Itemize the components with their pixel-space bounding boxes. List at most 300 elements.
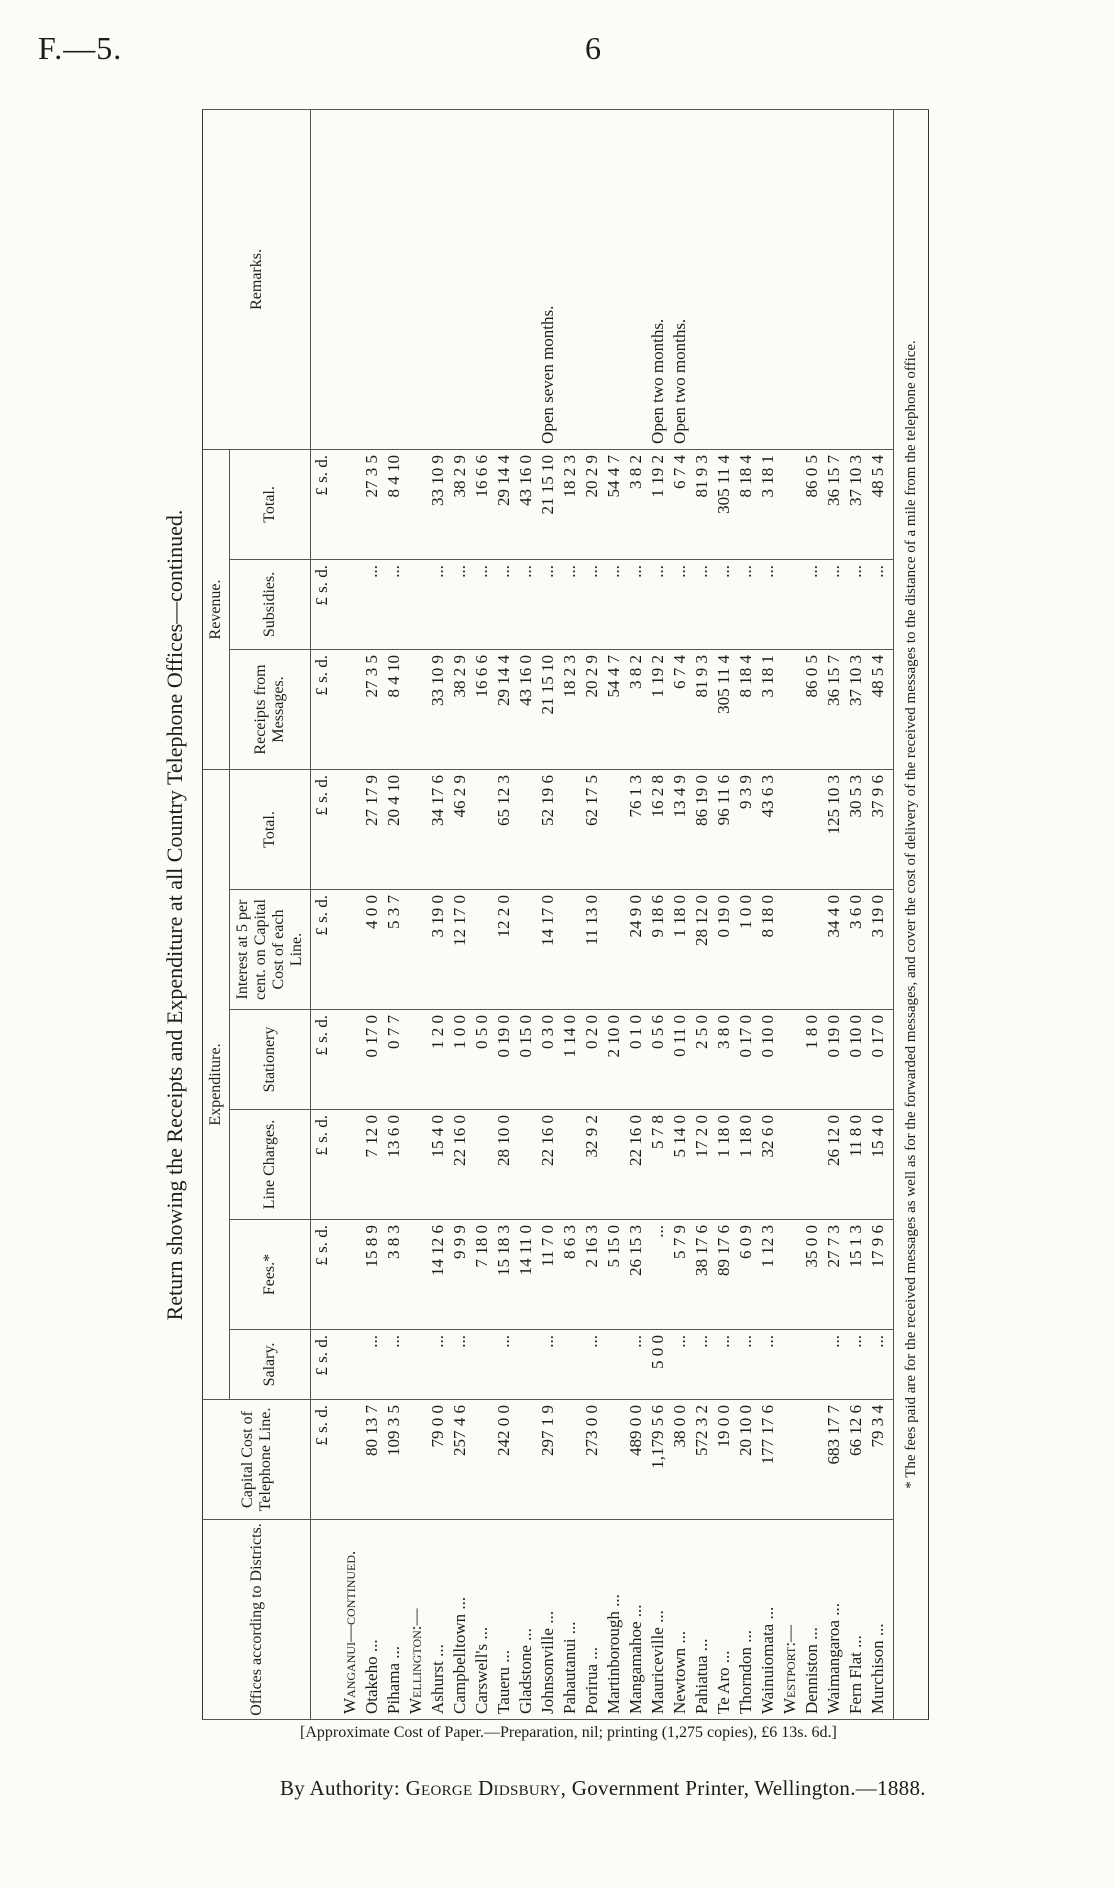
cell-fees: 2 16 3 bbox=[581, 1220, 603, 1330]
district-heading-row bbox=[779, 109, 801, 1719]
cell-salary: ... bbox=[625, 1330, 647, 1400]
cell-salary: ... bbox=[691, 1330, 713, 1400]
cell-line-charges bbox=[801, 1110, 823, 1220]
cell-interest bbox=[405, 890, 427, 1010]
cell-fees: 9 9 9 bbox=[449, 1220, 471, 1330]
cell-line-charges: 22 16 0 bbox=[449, 1110, 471, 1220]
cell-line-charges: 28 10 0 bbox=[493, 1110, 515, 1220]
cell-office: Murchison ... bbox=[867, 1520, 894, 1720]
cell-receipts: 38 2 9 bbox=[449, 649, 471, 769]
cell-subsidies bbox=[333, 559, 361, 649]
cell-line-charges: 15 4 0 bbox=[867, 1110, 894, 1220]
cell-expenditure-total: 96 11 6 bbox=[713, 769, 735, 889]
cell-capital: 683 17 7 bbox=[823, 1400, 845, 1520]
cell-revenue-total: 8 18 4 bbox=[735, 449, 757, 559]
cell-interest bbox=[603, 890, 625, 1010]
cell-line-charges: 11 8 0 bbox=[845, 1110, 867, 1220]
cell-capital: 80 13 7 bbox=[361, 1400, 383, 1520]
cell-receipts: 305 11 4 bbox=[713, 649, 735, 769]
cell-interest bbox=[779, 890, 801, 1010]
cell-subsidies: ... bbox=[493, 559, 515, 649]
cell-interest: 3 19 0 bbox=[867, 890, 894, 1010]
cell-salary: ... bbox=[867, 1330, 894, 1400]
cell-line-charges: 22 16 0 bbox=[625, 1110, 647, 1220]
cell-capital bbox=[559, 1400, 581, 1520]
table-row bbox=[823, 109, 845, 1719]
cell-expenditure-total bbox=[559, 769, 581, 889]
cell-expenditure-total: 46 2 9 bbox=[449, 769, 471, 889]
cell-subsidies: ... bbox=[361, 559, 383, 649]
cell-expenditure-total bbox=[471, 769, 493, 889]
cell-fees: 14 12 6 bbox=[427, 1220, 449, 1330]
cell-interest bbox=[801, 890, 823, 1010]
cell-receipts: 8 4 10 bbox=[383, 649, 405, 769]
units-line: £ s. d. bbox=[311, 1110, 334, 1220]
cell-stationery bbox=[779, 1010, 801, 1110]
cell-line-charges: 1 18 0 bbox=[713, 1110, 735, 1220]
cell-revenue-total: 86 0 5 bbox=[801, 449, 823, 559]
header-expenditure-total: Total. bbox=[230, 769, 311, 889]
cell-revenue-total: 37 10 3 bbox=[845, 449, 867, 559]
cell-interest: 9 18 6 bbox=[647, 890, 669, 1010]
footnote: * The fees paid are for the received messages as well as for the forwarded messages, and cover the cost of delivery of the received messages to the distance of a mile from the telephone office. bbox=[894, 109, 929, 1719]
cell-expenditure-total bbox=[515, 769, 537, 889]
cell-receipts: 27 3 5 bbox=[361, 649, 383, 769]
cell-salary: ... bbox=[823, 1330, 845, 1400]
cell-revenue-total bbox=[779, 449, 801, 559]
cell-fees: 26 15 3 bbox=[625, 1220, 647, 1330]
cell-fees bbox=[779, 1220, 801, 1330]
cell-receipts: 18 2 3 bbox=[559, 649, 581, 769]
table-row bbox=[515, 109, 537, 1719]
cell-revenue-total: 81 9 3 bbox=[691, 449, 713, 559]
cell-remarks bbox=[493, 109, 515, 449]
cell-subsidies: ... bbox=[691, 559, 713, 649]
cell-stationery: 0 17 0 bbox=[361, 1010, 383, 1110]
table-row bbox=[669, 109, 691, 1719]
cell-salary: ... bbox=[493, 1330, 515, 1400]
cell-expenditure-total: 52 19 6 bbox=[537, 769, 559, 889]
cell-interest: 12 2 0 bbox=[493, 890, 515, 1010]
cell-fees: 8 6 3 bbox=[559, 1220, 581, 1330]
units-rev-total: £ s. d. bbox=[311, 449, 334, 559]
cell-revenue-total: 29 14 4 bbox=[493, 449, 515, 559]
cell-interest: 14 17 0 bbox=[537, 890, 559, 1010]
cell-line-charges: 15 4 0 bbox=[427, 1110, 449, 1220]
cell-salary bbox=[779, 1330, 801, 1400]
cell-office: Mauriceville ... bbox=[647, 1520, 669, 1720]
table-row bbox=[625, 109, 647, 1719]
table-row bbox=[427, 109, 449, 1719]
table-row bbox=[493, 109, 515, 1719]
cell-subsidies: ... bbox=[713, 559, 735, 649]
cell-subsidies: ... bbox=[625, 559, 647, 649]
cell-fees: 1 12 3 bbox=[757, 1220, 779, 1330]
cost-of-paper-note: [Approximate Cost of Paper.—Preparation, nil; printing (1,275 copies), £6 13s. 6d.] bbox=[300, 1724, 837, 1741]
cell-salary bbox=[471, 1330, 493, 1400]
cell-office: Newtown ... bbox=[669, 1520, 691, 1720]
cell-subsidies: ... bbox=[845, 559, 867, 649]
cell-subsidies: ... bbox=[757, 559, 779, 649]
table-row bbox=[647, 109, 669, 1719]
table-row bbox=[603, 109, 625, 1719]
cell-line-charges bbox=[515, 1110, 537, 1220]
table-row bbox=[735, 109, 757, 1719]
cell-interest bbox=[559, 890, 581, 1010]
cell-salary: ... bbox=[449, 1330, 471, 1400]
cell-capital bbox=[779, 1400, 801, 1520]
cell-interest: 4 0 0 bbox=[361, 890, 383, 1010]
cell-interest bbox=[333, 890, 361, 1010]
cell-expenditure-total: 13 4 9 bbox=[669, 769, 691, 889]
cell-expenditure-total: 86 19 0 bbox=[691, 769, 713, 889]
cell-office: Wainuiomata ... bbox=[757, 1520, 779, 1720]
cell-capital: 66 12 6 bbox=[845, 1400, 867, 1520]
cell-line-charges bbox=[405, 1110, 427, 1220]
units-row bbox=[311, 109, 334, 1719]
cell-interest: 0 19 0 bbox=[713, 890, 735, 1010]
cell-office: Porirua ... bbox=[581, 1520, 603, 1720]
authority-line bbox=[280, 1776, 926, 1801]
cell-line-charges: 22 16 0 bbox=[537, 1110, 559, 1220]
cell-stationery: 0 17 0 bbox=[735, 1010, 757, 1110]
cell-salary bbox=[801, 1330, 823, 1400]
cell-remarks bbox=[603, 109, 625, 449]
header-capital-cost: Capital Cost of Telephone Line. bbox=[203, 1400, 311, 1520]
cell-expenditure-total: 27 17 9 bbox=[361, 769, 383, 889]
header-remarks: Remarks. bbox=[203, 109, 311, 449]
cell-expenditure-total bbox=[603, 769, 625, 889]
cell-expenditure-total: 125 10 3 bbox=[823, 769, 845, 889]
cell-remarks bbox=[559, 109, 581, 449]
table-row bbox=[867, 109, 894, 1719]
cell-fees: 27 7 3 bbox=[823, 1220, 845, 1330]
table-row bbox=[713, 109, 735, 1719]
cell-subsidies: ... bbox=[471, 559, 493, 649]
cell-capital: 257 4 6 bbox=[449, 1400, 471, 1520]
cell-remarks: Open two months. bbox=[669, 109, 691, 449]
cell-interest: 1 18 0 bbox=[669, 890, 691, 1010]
cell-remarks: Open two months. bbox=[647, 109, 669, 449]
cell-receipts: 3 8 2 bbox=[625, 649, 647, 769]
cell-receipts: 43 16 0 bbox=[515, 649, 537, 769]
cell-line-charges bbox=[559, 1110, 581, 1220]
cell-stationery: 1 8 0 bbox=[801, 1010, 823, 1110]
cell-interest: 12 17 0 bbox=[449, 890, 471, 1010]
cell-salary: ... bbox=[713, 1330, 735, 1400]
table-body bbox=[311, 109, 894, 1719]
cell-fees: 5 15 0 bbox=[603, 1220, 625, 1330]
header-salary: Salary. bbox=[230, 1330, 311, 1400]
cell-stationery: 0 3 0 bbox=[537, 1010, 559, 1110]
cell-expenditure-total bbox=[801, 769, 823, 889]
document-number: F.—5. bbox=[38, 30, 123, 66]
cell-expenditure-total: 62 17 5 bbox=[581, 769, 603, 889]
cell-revenue-total: 36 15 7 bbox=[823, 449, 845, 559]
cell-remarks bbox=[757, 109, 779, 449]
cell-fees: 5 7 9 bbox=[669, 1220, 691, 1330]
table-row bbox=[471, 109, 493, 1719]
cell-capital bbox=[405, 1400, 427, 1520]
cell-stationery: 0 17 0 bbox=[867, 1010, 894, 1110]
table-row bbox=[383, 109, 405, 1719]
header-interest: Interest at 5 per cent. on Capital Cost of each Line. bbox=[230, 890, 311, 1010]
cell-remarks bbox=[405, 109, 427, 449]
cell-interest bbox=[471, 890, 493, 1010]
cell-line-charges bbox=[603, 1110, 625, 1220]
cell-receipts: 3 18 1 bbox=[757, 649, 779, 769]
cell-stationery: 0 19 0 bbox=[823, 1010, 845, 1110]
cell-fees: 7 18 0 bbox=[471, 1220, 493, 1330]
cell-stationery: 0 10 0 bbox=[845, 1010, 867, 1110]
cell-expenditure-total: 76 1 3 bbox=[625, 769, 647, 889]
cell-revenue-total: 18 2 3 bbox=[559, 449, 581, 559]
cell-salary: ... bbox=[581, 1330, 603, 1400]
units-salary: £ s. d. bbox=[311, 1330, 334, 1400]
cell-salary bbox=[333, 1330, 361, 1400]
cell-expenditure-total bbox=[779, 769, 801, 889]
table-title: Return showing the Receipts and Expenditure at all Country Telephone Offices—continued. bbox=[162, 509, 187, 1321]
header-stationery: Stationery bbox=[230, 1010, 311, 1110]
cell-line-charges: 26 12 0 bbox=[823, 1110, 845, 1220]
cell-capital: 38 0 0 bbox=[669, 1400, 691, 1520]
cell-office: Taueru ... bbox=[493, 1520, 515, 1720]
cell-subsidies: ... bbox=[669, 559, 691, 649]
cell-remarks bbox=[823, 109, 845, 449]
cell-stationery: 0 7 7 bbox=[383, 1010, 405, 1110]
cell-expenditure-total: 43 6 3 bbox=[757, 769, 779, 889]
cell-salary bbox=[559, 1330, 581, 1400]
cell-office: Mangamahoe ... bbox=[625, 1520, 647, 1720]
header-fees: Fees.* bbox=[230, 1220, 311, 1330]
cell-subsidies: ... bbox=[647, 559, 669, 649]
cell-salary: ... bbox=[845, 1330, 867, 1400]
printer-name: George Didsbury, bbox=[405, 1776, 567, 1800]
header-revenue-total: Total. bbox=[230, 449, 311, 559]
cell-stationery: 2 10 0 bbox=[603, 1010, 625, 1110]
cell-expenditure-total: 16 2 8 bbox=[647, 769, 669, 889]
cell-line-charges: 1 18 0 bbox=[735, 1110, 757, 1220]
table-row bbox=[449, 109, 471, 1719]
cell-revenue-total: 16 6 6 bbox=[471, 449, 493, 559]
cell-receipts: 6 7 4 bbox=[669, 649, 691, 769]
units-remarks bbox=[311, 109, 334, 449]
cell-revenue-total bbox=[333, 449, 361, 559]
cell-revenue-total: 305 11 4 bbox=[713, 449, 735, 559]
cell-stationery: 0 5 0 bbox=[471, 1010, 493, 1110]
cell-remarks bbox=[449, 109, 471, 449]
cell-office: Otakeho ... bbox=[361, 1520, 383, 1720]
cell-subsidies bbox=[779, 559, 801, 649]
cell-receipts: 21 15 10 bbox=[537, 649, 559, 769]
cell-receipts: 29 14 4 bbox=[493, 649, 515, 769]
cell-receipts: 8 18 4 bbox=[735, 649, 757, 769]
cell-line-charges: 32 9 2 bbox=[581, 1110, 603, 1220]
cell-line-charges: 5 7 8 bbox=[647, 1110, 669, 1220]
cell-salary: ... bbox=[735, 1330, 757, 1400]
cell-capital bbox=[333, 1400, 361, 1520]
cell-subsidies bbox=[405, 559, 427, 649]
cell-receipts: 33 10 9 bbox=[427, 649, 449, 769]
cell-revenue-total: 48 5 4 bbox=[867, 449, 894, 559]
cell-subsidies: ... bbox=[537, 559, 559, 649]
cell-revenue-total: 21 15 10 bbox=[537, 449, 559, 559]
cell-salary bbox=[405, 1330, 427, 1400]
cell-remarks bbox=[867, 109, 894, 449]
cell-remarks bbox=[333, 109, 361, 449]
cell-subsidies: ... bbox=[383, 559, 405, 649]
cell-interest: 34 4 0 bbox=[823, 890, 845, 1010]
cell-office: Ashurst ... bbox=[427, 1520, 449, 1720]
cell-office: Johnsonville ... bbox=[537, 1520, 559, 1720]
cell-capital: 79 3 4 bbox=[867, 1400, 894, 1520]
cell-office: Pahautanui ... bbox=[559, 1520, 581, 1720]
cell-revenue-total: 20 2 9 bbox=[581, 449, 603, 559]
cell-revenue-total: 43 16 0 bbox=[515, 449, 537, 559]
cell-revenue-total: 8 4 10 bbox=[383, 449, 405, 559]
cell-fees: 38 17 6 bbox=[691, 1220, 713, 1330]
units-office bbox=[311, 1520, 334, 1720]
authority-prefix: By Authority: bbox=[280, 1776, 400, 1800]
cell-capital bbox=[603, 1400, 625, 1520]
cell-fees: 35 0 0 bbox=[801, 1220, 823, 1330]
cell-revenue-total: 38 2 9 bbox=[449, 449, 471, 559]
cell-stationery: 1 0 0 bbox=[449, 1010, 471, 1110]
cell-salary: ... bbox=[757, 1330, 779, 1400]
cell-subsidies: ... bbox=[603, 559, 625, 649]
cell-office: Gladstone ... bbox=[515, 1520, 537, 1720]
cell-subsidies: ... bbox=[867, 559, 894, 649]
cell-receipts: 81 9 3 bbox=[691, 649, 713, 769]
cell-fees: 15 8 9 bbox=[361, 1220, 383, 1330]
cell-capital bbox=[471, 1400, 493, 1520]
units-capital: £ s. d. bbox=[311, 1400, 334, 1520]
cell-expenditure-total: 34 17 6 bbox=[427, 769, 449, 889]
cell-line-charges: 13 6 0 bbox=[383, 1110, 405, 1220]
cell-receipts: 37 10 3 bbox=[845, 649, 867, 769]
cell-office: Pahiatua ... bbox=[691, 1520, 713, 1720]
cell-remarks: Open seven months. bbox=[537, 109, 559, 449]
cell-stationery bbox=[405, 1010, 427, 1110]
authority-suffix: Government Printer, Wellington.—1888. bbox=[571, 1776, 926, 1800]
header-revenue: Revenue. bbox=[203, 449, 230, 769]
cell-stationery: 1 2 0 bbox=[427, 1010, 449, 1110]
cell-interest: 8 18 0 bbox=[757, 890, 779, 1010]
cell-office: Thorndon ... bbox=[735, 1520, 757, 1720]
cell-capital: 109 3 5 bbox=[383, 1400, 405, 1520]
cell-subsidies: ... bbox=[449, 559, 471, 649]
cell-salary: ... bbox=[669, 1330, 691, 1400]
cell-office: Waimangaroa ... bbox=[823, 1520, 845, 1720]
cell-revenue-total: 27 3 5 bbox=[361, 449, 383, 559]
cell-line-charges bbox=[471, 1110, 493, 1220]
cell-line-charges: 7 12 0 bbox=[361, 1110, 383, 1220]
cell-interest: 28 12 0 bbox=[691, 890, 713, 1010]
cell-subsidies: ... bbox=[581, 559, 603, 649]
cell-interest: 3 6 0 bbox=[845, 890, 867, 1010]
cell-interest bbox=[515, 890, 537, 1010]
cell-line-charges: 5 14 0 bbox=[669, 1110, 691, 1220]
cell-interest: 3 19 0 bbox=[427, 890, 449, 1010]
cell-subsidies: ... bbox=[515, 559, 537, 649]
table-row bbox=[801, 109, 823, 1719]
cell-expenditure-total: 65 12 3 bbox=[493, 769, 515, 889]
cell-remarks bbox=[471, 109, 493, 449]
cell-remarks bbox=[691, 109, 713, 449]
table-row bbox=[581, 109, 603, 1719]
district-heading-row bbox=[333, 109, 361, 1719]
cell-capital: 79 0 0 bbox=[427, 1400, 449, 1520]
header-expenditure: Expenditure. bbox=[203, 769, 230, 1399]
cell-subsidies: ... bbox=[735, 559, 757, 649]
cell-fees: 11 7 0 bbox=[537, 1220, 559, 1330]
cell-fees: 15 1 3 bbox=[845, 1220, 867, 1330]
cell-salary: ... bbox=[383, 1330, 405, 1400]
cell-revenue-total bbox=[405, 449, 427, 559]
cell-capital bbox=[801, 1400, 823, 1520]
cell-stationery: 0 1 0 bbox=[625, 1010, 647, 1110]
cell-capital: 242 0 0 bbox=[493, 1400, 515, 1520]
header-receipts: Receipts from Messages. bbox=[230, 649, 311, 769]
cell-revenue-total: 3 8 2 bbox=[625, 449, 647, 559]
header-subsidies: Subsidies. bbox=[230, 559, 311, 649]
cell-office: Denniston ... bbox=[801, 1520, 823, 1720]
footnote-row bbox=[894, 109, 929, 1719]
cell-remarks bbox=[625, 109, 647, 449]
table-row bbox=[537, 109, 559, 1719]
cell-office: Carswell's ... bbox=[471, 1520, 493, 1720]
cell-subsidies: ... bbox=[427, 559, 449, 649]
cell-receipts: 20 2 9 bbox=[581, 649, 603, 769]
cell-remarks bbox=[361, 109, 383, 449]
cell-capital: 572 3 2 bbox=[691, 1400, 713, 1520]
cell-receipts: 1 19 2 bbox=[647, 649, 669, 769]
cell-revenue-total: 6 7 4 bbox=[669, 449, 691, 559]
cell-fees: 17 9 6 bbox=[867, 1220, 894, 1330]
page-number: 6 bbox=[585, 30, 601, 66]
cell-stationery: 0 2 0 bbox=[581, 1010, 603, 1110]
cell-office: Martinborough ... bbox=[603, 1520, 625, 1720]
units-stationery: £ s. d. bbox=[311, 1010, 334, 1110]
cell-remarks bbox=[735, 109, 757, 449]
cell-fees: 6 0 9 bbox=[735, 1220, 757, 1330]
cell-salary: ... bbox=[361, 1330, 383, 1400]
cell-fees: 89 17 6 bbox=[713, 1220, 735, 1330]
units-receipts: £ s. d. bbox=[311, 649, 334, 769]
cell-remarks bbox=[779, 109, 801, 449]
cell-fees: 14 11 0 bbox=[515, 1220, 537, 1330]
cell-interest: 1 0 0 bbox=[735, 890, 757, 1010]
cell-stationery: 3 8 0 bbox=[713, 1010, 735, 1110]
table-row bbox=[757, 109, 779, 1719]
cell-capital: 19 0 0 bbox=[713, 1400, 735, 1520]
cell-capital: 297 1 9 bbox=[537, 1400, 559, 1520]
table-row bbox=[691, 109, 713, 1719]
cell-office: Wanganui—continued. bbox=[333, 1520, 361, 1720]
cell-capital: 177 17 6 bbox=[757, 1400, 779, 1520]
units-fees: £ s. d. bbox=[311, 1220, 334, 1330]
cell-line-charges: 32 6 0 bbox=[757, 1110, 779, 1220]
cell-capital: 489 0 0 bbox=[625, 1400, 647, 1520]
cell-remarks bbox=[383, 109, 405, 449]
cell-line-charges bbox=[779, 1110, 801, 1220]
cell-expenditure-total: 30 5 3 bbox=[845, 769, 867, 889]
cell-stationery: 0 10 0 bbox=[757, 1010, 779, 1110]
cell-receipts bbox=[405, 649, 427, 769]
cell-stationery: 0 15 0 bbox=[515, 1010, 537, 1110]
cell-salary: ... bbox=[427, 1330, 449, 1400]
cell-subsidies: ... bbox=[559, 559, 581, 649]
